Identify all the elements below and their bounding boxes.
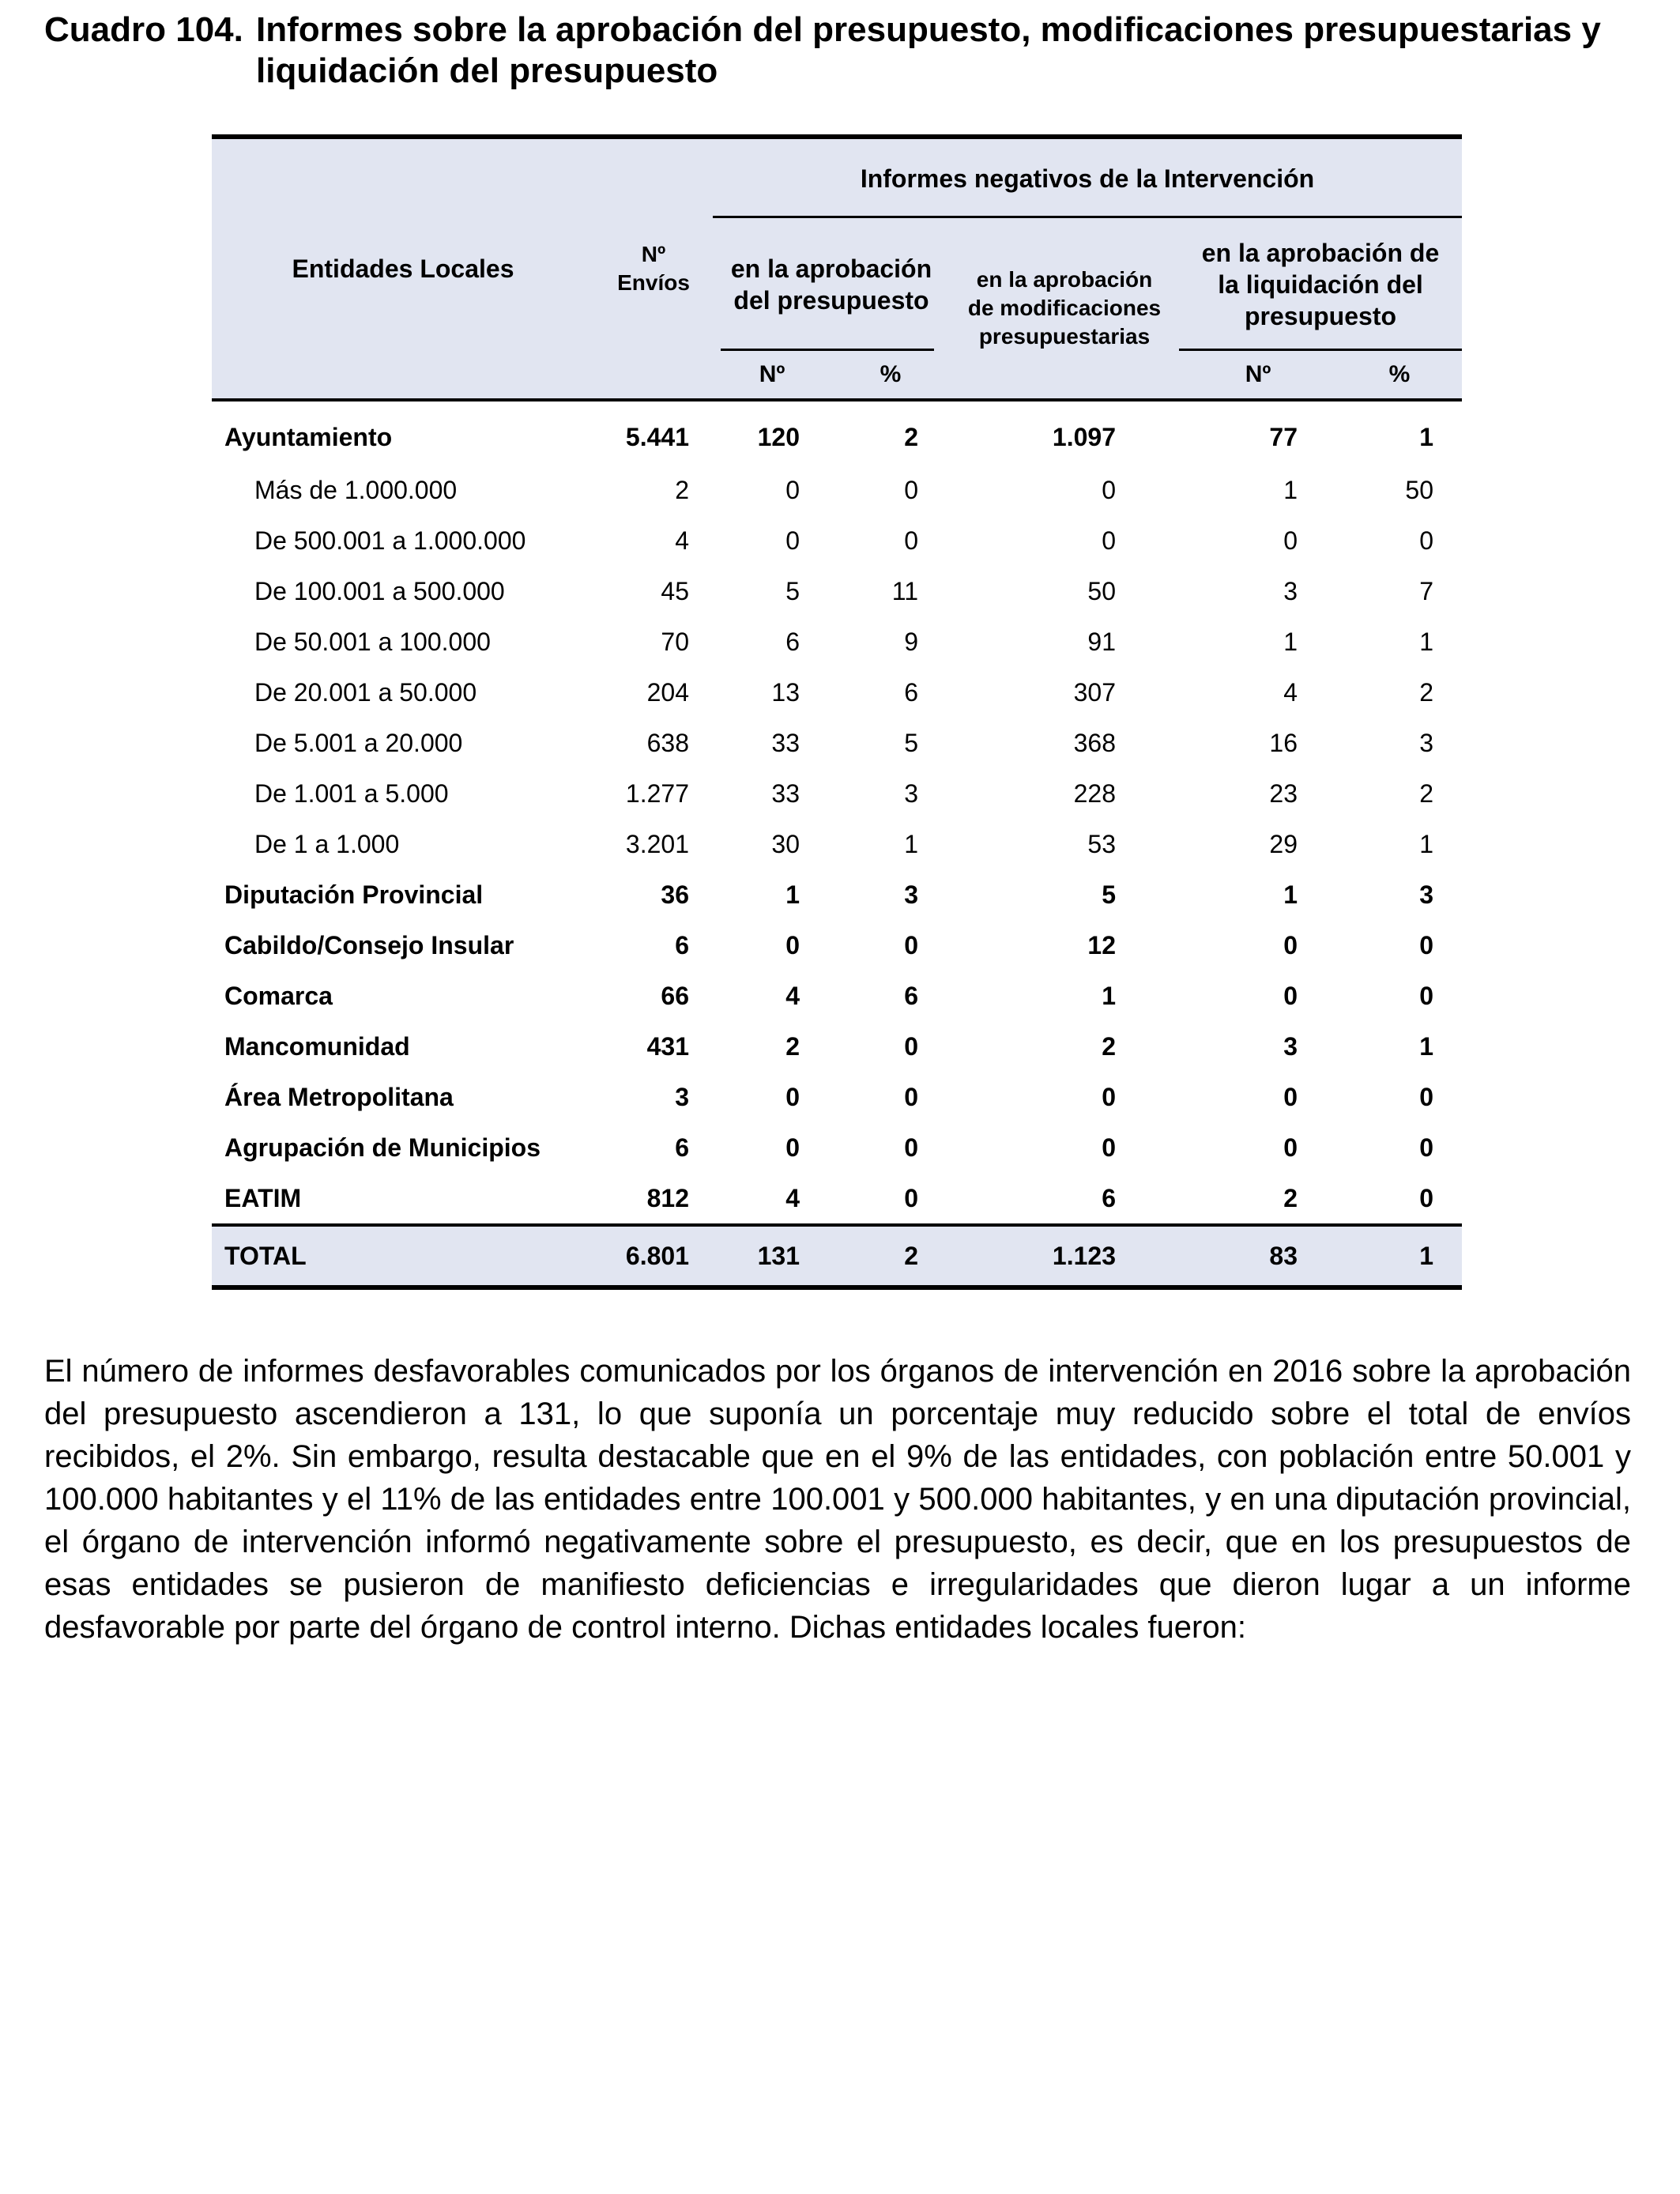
cell-mod: 0 <box>1102 1082 1116 1111</box>
row-name: De 100.001 a 500.000 <box>254 576 505 605</box>
row-name: Diputación Provincial <box>224 880 484 909</box>
cell-aprob-n: 33 <box>771 728 800 757</box>
cell-aprob-n: 0 <box>785 475 800 504</box>
header-aprob-pct: % <box>831 351 950 400</box>
row-name: De 5.001 a 20.000 <box>254 728 463 757</box>
cell-aprob-pct: 6 <box>904 677 918 707</box>
header-liq-line3: presupuesto <box>1244 302 1397 330</box>
row-name: Comarca <box>224 981 333 1010</box>
header-liq-pct: % <box>1337 351 1462 400</box>
cell-aprob-pct: 3 <box>904 880 918 909</box>
cell-aprob-pct: 0 <box>904 1133 918 1162</box>
cell-liq-n: 3 <box>1283 1031 1298 1061</box>
cell-mod: 91 <box>1087 627 1116 656</box>
header-mod-line1: en la aprobación <box>976 267 1153 292</box>
cell-mod: 1 <box>1102 981 1116 1010</box>
cell-liq-pct: 0 <box>1419 981 1433 1010</box>
cell-envios: 70 <box>661 627 689 656</box>
cell-liq-n: 0 <box>1283 981 1298 1010</box>
cell-liq-pct: 3 <box>1419 880 1433 909</box>
row-name: De 1 a 1.000 <box>254 829 400 858</box>
cell-liq-pct: 50 <box>1405 475 1433 504</box>
cell-envios: 66 <box>661 981 689 1010</box>
cell-liq-n: 0 <box>1283 526 1298 555</box>
table-row <box>212 400 1462 465</box>
cell-mod: 0 <box>1102 1133 1116 1162</box>
cell-envios: 431 <box>646 1031 689 1061</box>
cell-mod: 12 <box>1087 930 1116 959</box>
cell-mod: 50 <box>1087 576 1116 605</box>
cell-liq-pct: 0 <box>1419 1133 1433 1162</box>
cell-mod: 0 <box>1102 526 1116 555</box>
table-row <box>212 1021 1462 1072</box>
table-row <box>212 971 1462 1021</box>
cell-aprob-pct: 5 <box>904 728 918 757</box>
header-aprob-n: Nº <box>713 351 831 400</box>
table-row <box>212 566 1462 616</box>
cell-aprob-pct: 0 <box>904 475 918 504</box>
cell-liq-n: 16 <box>1269 728 1298 757</box>
header-group: Informes negativos de la Intervención <box>713 137 1462 218</box>
cell-liq-n: 1 <box>1283 880 1298 909</box>
cell-mod: 0 <box>1102 475 1116 504</box>
cell-envios: 4 <box>675 526 689 555</box>
cell-liq-pct: 1 <box>1419 829 1433 858</box>
header-envios-line1: Nº <box>641 242 666 266</box>
cell-liq-pct: 1 <box>1419 1031 1433 1061</box>
cell-aprob-pct: 0 <box>831 1173 950 1225</box>
table-row <box>212 1173 1462 1225</box>
cell-aprob-n: 1 <box>785 880 800 909</box>
table-body <box>212 400 1462 1287</box>
cell-liq-n: 0 <box>1283 1133 1298 1162</box>
cell-mod: 6 <box>950 1173 1179 1225</box>
row-name: De 500.001 a 1.000.000 <box>254 526 526 555</box>
cell-mod: 1.097 <box>1052 422 1116 451</box>
cell-aprob-n: 33 <box>771 778 800 808</box>
cell-aprob-n: 6 <box>785 627 800 656</box>
cell-liq-n: 2 <box>1179 1173 1337 1225</box>
cell-aprob-n: 0 <box>785 930 800 959</box>
row-name: De 1.001 a 5.000 <box>254 778 449 808</box>
cell-envios: 204 <box>646 677 689 707</box>
cell-envios: 36 <box>661 880 689 909</box>
row-name: De 50.001 a 100.000 <box>254 627 491 656</box>
row-name: Más de 1.000.000 <box>254 475 458 504</box>
cell-liq-pct: 3 <box>1419 728 1433 757</box>
table-row <box>212 465 1462 515</box>
table-row <box>212 869 1462 920</box>
cell-mod: 2 <box>1102 1031 1116 1061</box>
cell-aprob-pct: 0 <box>904 1031 918 1061</box>
cell-aprob-n: 0 <box>785 1133 800 1162</box>
header-liq-line2: la liquidación del <box>1218 270 1423 299</box>
cell-envios: 1.277 <box>625 778 689 808</box>
total-aprob-pct: 2 <box>831 1225 950 1287</box>
cell-liq-n: 3 <box>1283 576 1298 605</box>
cell-aprob-pct: 6 <box>904 981 918 1010</box>
cell-aprob-n: 30 <box>771 829 800 858</box>
cell-liq-n: 1 <box>1283 627 1298 656</box>
header-modificaciones <box>950 218 1179 400</box>
row-name: Agrupación de Municipios <box>224 1133 541 1162</box>
total-row <box>212 1225 1462 1287</box>
cell-aprob-pct: 0 <box>904 930 918 959</box>
cell-aprob-n: 2 <box>785 1031 800 1061</box>
table-row <box>212 718 1462 768</box>
cell-aprob-n: 4 <box>713 1173 831 1225</box>
table-row <box>212 667 1462 718</box>
row-name: Ayuntamiento <box>224 422 393 451</box>
data-table <box>212 134 1462 1290</box>
cell-mod: 307 <box>1073 677 1116 707</box>
cell-aprob-n: 4 <box>785 981 800 1010</box>
total-label: TOTAL <box>212 1225 594 1287</box>
cell-aprob-pct: 2 <box>904 422 918 451</box>
cell-liq-n: 23 <box>1269 778 1298 808</box>
header-liquidacion <box>1179 218 1462 351</box>
cell-liq-n: 1 <box>1283 475 1298 504</box>
row-name: De 20.001 a 50.000 <box>254 677 477 707</box>
header-mod-line2: de modificaciones <box>967 296 1162 320</box>
cell-liq-pct: 2 <box>1419 677 1433 707</box>
cell-liq-pct: 7 <box>1419 576 1433 605</box>
cell-aprob-n: 0 <box>785 526 800 555</box>
header-aprobacion-line1: en la aprobación <box>730 254 932 283</box>
cell-aprob-pct: 3 <box>904 778 918 808</box>
header-envios-line2: Envíos <box>617 270 690 295</box>
cell-envios: 5.441 <box>625 422 689 451</box>
table-row <box>212 515 1462 566</box>
header-aprobacion-line2: del presupuesto <box>733 286 929 315</box>
row-name: Área Metropolitana <box>224 1082 454 1111</box>
cell-liq-n: 77 <box>1269 422 1298 451</box>
caption-label: Cuadro 104. <box>44 10 243 49</box>
table-row <box>212 1122 1462 1173</box>
cell-envios: 638 <box>646 728 689 757</box>
total-liq-pct: 1 <box>1337 1225 1462 1287</box>
header-liq-n: Nº <box>1179 351 1337 400</box>
cell-liq-pct: 0 <box>1337 1173 1462 1225</box>
header-liq-line1: en la aprobación de <box>1201 239 1440 267</box>
cell-liq-n: 0 <box>1283 930 1298 959</box>
header-aprobacion <box>713 218 950 351</box>
cell-liq-pct: 0 <box>1419 1082 1433 1111</box>
cell-aprob-n: 13 <box>771 677 800 707</box>
cell-envios: 6 <box>675 930 689 959</box>
cell-aprob-pct: 11 <box>891 576 918 605</box>
cell-aprob-n: 0 <box>785 1082 800 1111</box>
budget-reports-table <box>212 134 1462 1290</box>
table-row <box>212 920 1462 971</box>
cell-aprob-n: 120 <box>757 422 800 451</box>
cell-liq-n: 0 <box>1283 1082 1298 1111</box>
cell-envios: 2 <box>675 475 689 504</box>
table-row <box>212 768 1462 819</box>
cell-aprob-pct: 0 <box>904 1082 918 1111</box>
cell-aprob-pct: 9 <box>904 627 918 656</box>
cell-mod: 5 <box>1102 880 1116 909</box>
header-mod-line3: presupuestarias <box>978 324 1151 349</box>
cell-liq-pct: 2 <box>1419 778 1433 808</box>
row-name: Mancomunidad <box>224 1031 410 1061</box>
cell-liq-n: 29 <box>1269 829 1298 858</box>
total-envios: 6.801 <box>594 1225 713 1287</box>
row-name: Cabildo/Consejo Insular <box>224 930 514 959</box>
cell-envios: 3 <box>675 1082 689 1111</box>
cell-liq-n: 4 <box>1283 677 1298 707</box>
header-entidades: Entidades Locales <box>212 137 594 400</box>
row-name: EATIM <box>212 1173 594 1225</box>
cell-liq-pct: 1 <box>1419 627 1433 656</box>
cell-liq-pct: 0 <box>1419 930 1433 959</box>
header-envios <box>594 137 713 400</box>
cell-envios: 3.201 <box>625 829 689 858</box>
table-row <box>212 616 1462 667</box>
body-paragraph: El número de informes desfavorables comunicados por los órganos de intervención en 2016 sobre la aprobación del presupuesto ascendieron a 131, lo que suponía un porcentaje muy reducido sobre el total de envíos recibidos, el 2%. Sin embargo, resulta destacable que en el 9% de las entidades, con población entre 50.001 y 100.000 habitantes y el 11% de las entidades entre 100.001 y 500.000 habitantes, y en una diputación provincial, el órgano de intervención informó negativamente sobre el presupuesto, es decir, que en los presupuestos de esas entidades se pusieron de manifiesto deficiencias e irregularidades que dieron lugar a un informe desfavorable por parte del órgano de control interno. Dichas entidades locales fueron: <box>44 1354 1631 1645</box>
cell-mod: 53 <box>1087 829 1116 858</box>
cell-envios: 812 <box>594 1173 713 1225</box>
cell-aprob-pct: 0 <box>904 526 918 555</box>
cell-mod: 228 <box>1073 778 1116 808</box>
cell-envios: 45 <box>661 576 689 605</box>
total-aprob-n: 131 <box>713 1225 831 1287</box>
cell-envios: 6 <box>675 1133 689 1162</box>
table-header <box>212 137 1462 400</box>
total-mod: 1.123 <box>950 1225 1179 1287</box>
cell-aprob-pct: 1 <box>904 829 918 858</box>
table-row <box>212 819 1462 869</box>
total-liq-n: 83 <box>1179 1225 1337 1287</box>
caption-title: Informes sobre la aprobación del presupuesto, modificaciones presupuestarias y liquidación del presupuesto <box>256 10 1601 90</box>
cell-liq-pct: 1 <box>1419 422 1433 451</box>
cell-liq-pct: 0 <box>1419 526 1433 555</box>
cell-aprob-n: 5 <box>785 576 800 605</box>
table-row <box>212 1072 1462 1122</box>
cell-mod: 368 <box>1073 728 1116 757</box>
